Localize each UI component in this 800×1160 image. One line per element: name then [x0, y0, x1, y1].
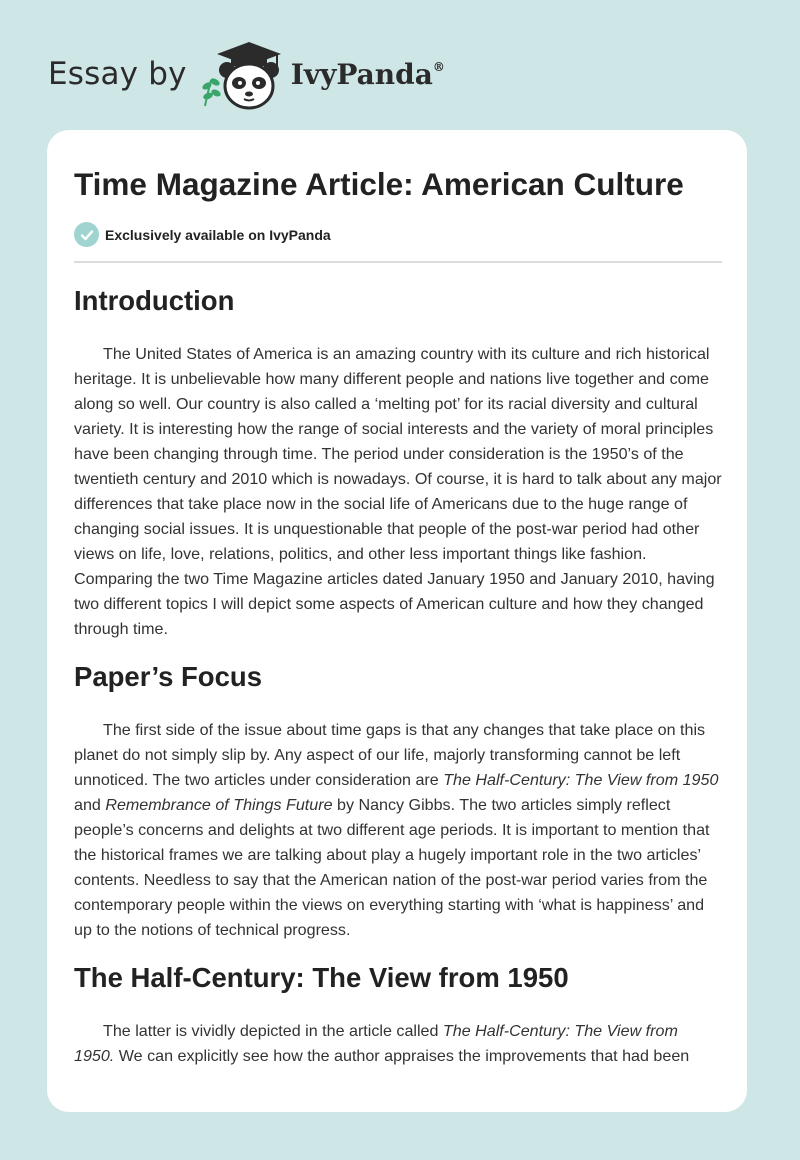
papers-focus-paragraph	[74, 718, 722, 943]
article-card	[47, 130, 747, 1112]
essay-by-label: Essay by	[48, 56, 187, 92]
half-century-paragraph	[74, 1019, 722, 1069]
section-heading-half-century: The Half-Century: The View from 1950	[74, 962, 569, 993]
article-title-ref: The Half-Century: The View from 1950.	[74, 1022, 678, 1065]
exclusive-badge	[74, 222, 722, 247]
section-heading-introduction: Introduction	[74, 285, 235, 316]
text-run: by Nancy Gibbs. The two articles simply reflect people’s concerns and delights at two different age periods. It is important to mention that the historical frames we are talking about play a hugely important role in the two articles’ contents. Needless to say that the American nation of the post-war period varies from the contemporary people within the views on everything starting with ‘what is happiness’ and up to the notions of technical progress.	[74, 796, 710, 939]
article-title-ref: Remembrance of Things Future	[105, 796, 333, 814]
panda-logo-icon	[197, 36, 289, 112]
introduction-paragraph: The United States of America is an amazing country with its culture and rich historical heritage. It is unbelievable how many different people and nations live together and come along so well. Our country is also called a ‘melting pot’ for its racial diversity and cultural variety. It is interesting how the range of social interests and the variety of moral principles have been changing through time. The period under consideration is the 1950’s of the twentieth century and 2010 which is nowadays. Of course, it is hard to talk about any major differences that take place now in the social life of Americans due to the huge range of changing social issues. It is unquestionable that people of the post-war period had other views on life, love, relations, politics, and other less important things like fashion. Comparing the two Time Magazine articles dated January 1950 and January 2010, having two different topics I will depict some aspects of American culture and how they changed through time.	[74, 345, 722, 638]
page-title: Time Magazine Article: American Culture	[74, 166, 684, 202]
article-body	[74, 280, 722, 1069]
text-run: The first side of the issue about time gaps is that any changes that take place on this planet do not simply slip by. Any aspect of our life, majorly transforming cannot be left unnoticed. The two articles under consideration are	[74, 721, 706, 789]
brand-name	[291, 58, 445, 91]
text-run: We can explicitly see how the author appraises the improvements that had been	[114, 1047, 690, 1065]
badge-label: Exclusively available on IvyPanda	[105, 226, 331, 243]
text-run: The latter is vividly depicted in the article called	[103, 1022, 443, 1040]
divider	[74, 261, 722, 263]
article-title-ref: The Half-Century: The View from 1950	[443, 771, 719, 789]
brand-name-text: IvyPanda	[290, 57, 433, 91]
text-run: and	[74, 796, 106, 814]
section-heading-papers-focus: Paper’s Focus	[74, 661, 262, 692]
check-circle-icon	[74, 222, 99, 247]
brand-header	[48, 34, 445, 114]
registered-mark: ®	[432, 59, 445, 74]
